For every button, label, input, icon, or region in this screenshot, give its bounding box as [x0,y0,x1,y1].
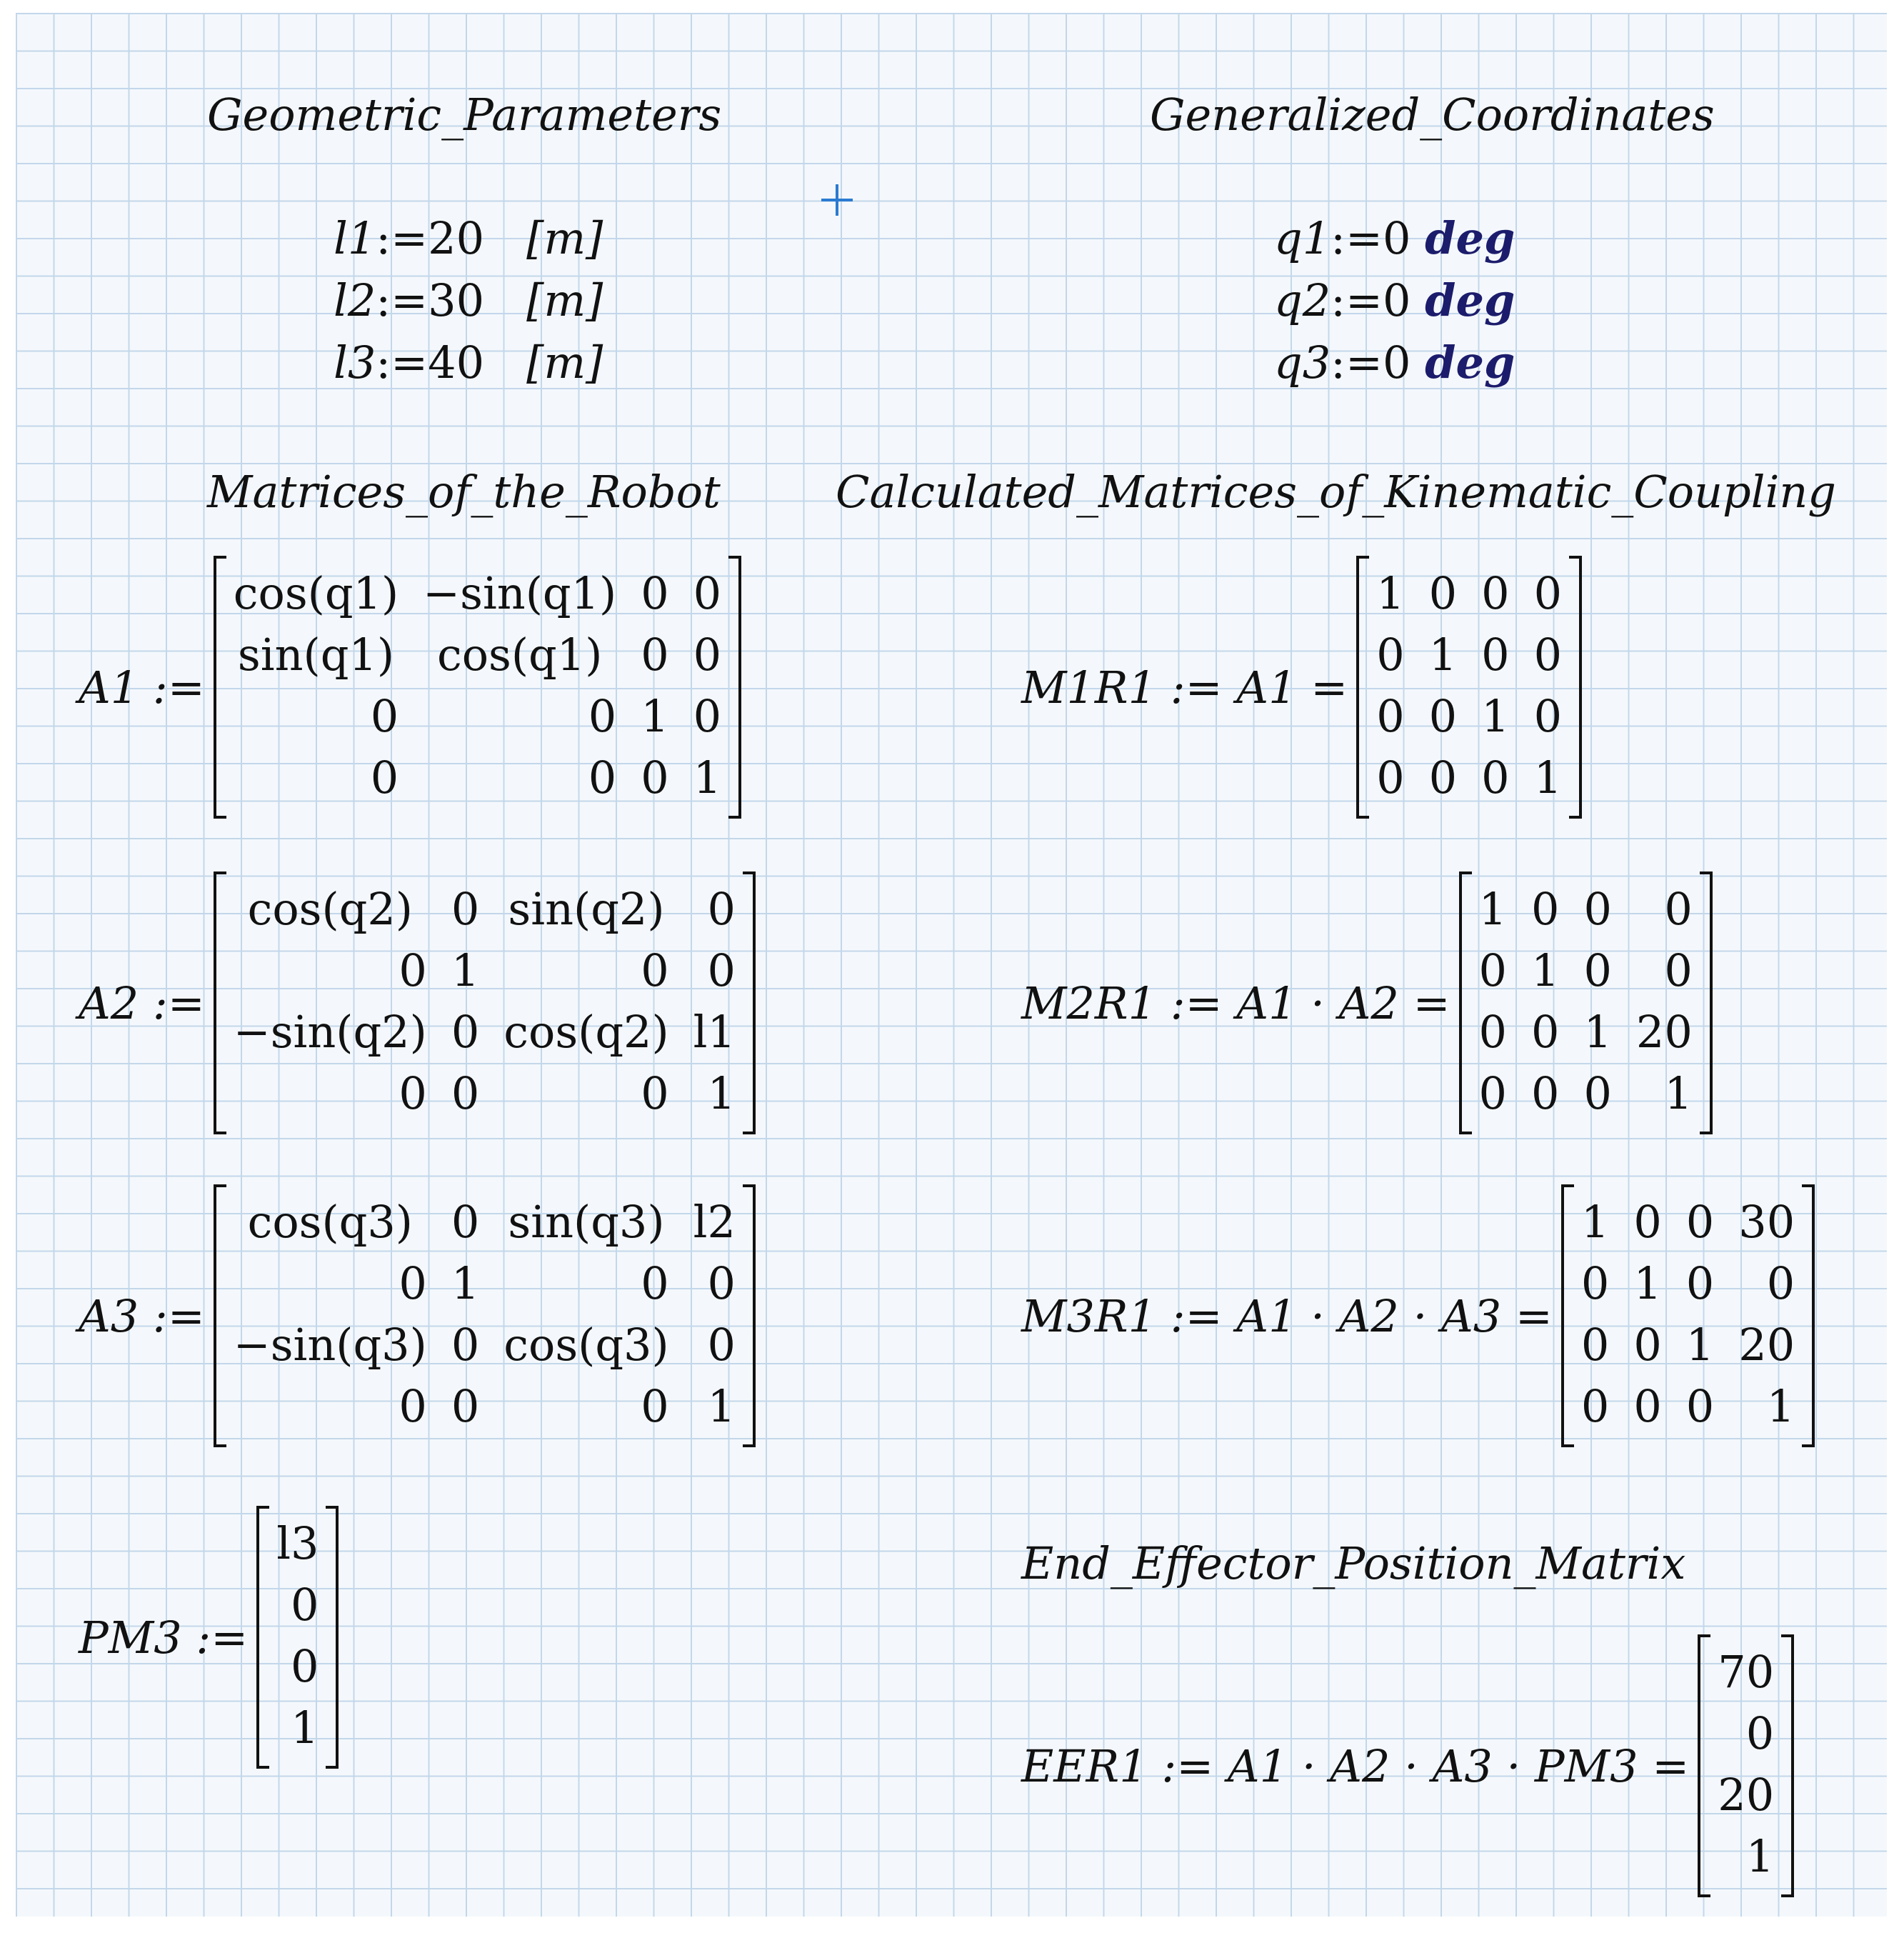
matrix-cell: 0 [1478,1006,1507,1058]
matrix-cell: 0 [291,1640,319,1692]
matrix-cell: 20 [1738,1319,1795,1371]
matrix-cell: 1 [1633,1257,1662,1309]
matrix-cell: 1 [1583,1006,1612,1058]
matrix-cell: 0 [451,1380,480,1432]
matrix-cell: 0 [1531,883,1560,935]
matrix-definition-a3[interactable] [79,1184,756,1447]
matrix-cell: 0 [1633,1196,1662,1248]
matrix-cell: 0 [1580,1319,1610,1371]
heading-calculated-matrices: Calculated_Matrices_of_Kinematic_Coupling [836,466,1836,518]
matrix-grid [214,871,756,1134]
matrix-cell: 0 [1428,690,1458,742]
matrix-cell: 0 [1583,883,1612,935]
matrix-cell: 0 [370,690,399,742]
matrix-cell: 0 [1478,1067,1507,1119]
matrix-cell: cos(q1) [233,567,399,619]
result-matrix-m1r1[interactable] [1021,556,1582,819]
matrix-cell: 0 [641,944,669,997]
heading-geometric-parameters: Geometric_Parameters [207,89,722,141]
matrix-cell: 0 [588,751,617,804]
matrix-cell: 0 [1633,1380,1662,1432]
matrix-cell: 0 [1531,1006,1560,1058]
matrix-cell: 0 [1481,629,1510,681]
matrix-cell: 1 [1376,567,1405,619]
matrix-cell: 0 [641,1067,669,1119]
matrix-cell: 0 [1664,883,1693,935]
matrix-cell: 0 [1685,1380,1715,1432]
matrix-cell: 0 [641,567,669,619]
matrix-cell: 0 [1533,567,1563,619]
equation-lhs: M2R1 := A1 · A2 = [1021,977,1450,1029]
matrix-cell: 0 [1685,1196,1715,1248]
matrix-definition-a1[interactable] [79,556,741,819]
matrix-cell: 1 [707,1067,736,1119]
matrix-cell: sin(q1) [237,629,395,681]
matrix-cell: 0 [451,1196,480,1248]
matrix-cell: 0 [1580,1380,1610,1432]
equation-lhs: EER1 := A1 · A2 · A3 · PM3 = [1021,1739,1690,1792]
crosshair-cursor-icon [821,184,853,216]
matrix-cell: 0 [641,1257,669,1309]
matrix-cell: 0 [693,629,722,681]
result-matrix-eer1[interactable] [1021,1634,1794,1897]
matrix-cell: 0 [451,883,480,935]
matrix-cell: 1 [291,1702,319,1754]
matrix-cell: 0 [1481,751,1510,804]
equation-lhs: A3 := [79,1289,205,1342]
matrix-cell: 0 [707,1319,736,1371]
equation-lhs: PM3 := [79,1611,249,1664]
matrix-definition-a2[interactable] [79,871,756,1134]
matrix-cell: 1 [451,944,480,997]
matrix-cell: 0 [1533,629,1563,681]
matrix-cell: 20 [1635,1006,1693,1058]
matrix-cell: 0 [1376,751,1405,804]
matrix-cell: −sin(q2) [233,1006,427,1058]
matrix-cell: 0 [707,944,736,997]
matrix-cell: −sin(q1) [423,567,617,619]
result-matrix-m3r1[interactable] [1021,1184,1815,1447]
matrix-grid [1356,556,1582,819]
matrix-cell: 0 [641,1380,669,1432]
matrix-cell: 0 [399,1380,427,1432]
matrix-cell: 0 [1583,944,1612,997]
matrix-cell: 0 [1428,751,1458,804]
matrix-cell: 1 [1533,751,1563,804]
matrix-cell: 1 [1664,1067,1693,1119]
result-matrix-m2r1[interactable] [1021,871,1713,1134]
matrix-cell: 0 [1664,944,1693,997]
matrix-cell: 0 [693,567,722,619]
matrix-cell: 1 [1766,1380,1795,1432]
matrix-cell: 0 [588,690,617,742]
matrix-cell: 0 [641,751,669,804]
worksheet[interactable] [16,13,1887,1917]
matrix-grid [214,556,741,819]
matrix-cell: 0 [641,629,669,681]
matrix-cell: 0 [693,690,722,742]
heading-generalized-coordinates: Generalized_Coordinates [1150,89,1715,141]
matrix-cell: 1 [1685,1319,1715,1371]
matrix-cell: 0 [1531,1067,1560,1119]
param-definition-l1[interactable]: l1:=20 [m] [334,212,603,264]
matrix-cell: 1 [451,1257,480,1309]
matrix-cell: cos(q1) [437,629,603,681]
matrix-grid [1561,1184,1815,1447]
matrix-cell: 1 [641,690,669,742]
matrix-cell: cos(q3) [503,1319,669,1371]
param-definition-l3[interactable]: l3:=40 [m] [334,336,603,389]
matrix-cell: l3 [276,1517,319,1569]
matrix-cell: 70 [1718,1646,1775,1698]
matrix-cell: cos(q3) [247,1196,413,1248]
matrix-cell: 0 [707,883,736,935]
matrix-cell: 0 [399,1067,427,1119]
matrix-cell: 0 [370,751,399,804]
matrix-cell: 0 [1428,567,1458,619]
heading-end-effector-position: End_Effector_Position_Matrix [1021,1537,1686,1589]
matrix-cell: 0 [291,1579,319,1631]
matrix-cell: 1 [1478,883,1507,935]
coord-definition-q2[interactable]: q2:=0 deg [1274,274,1515,326]
matrix-cell: 0 [1376,690,1405,742]
matrix-cell: sin(q3) [508,1196,665,1248]
matrix-cell: 0 [451,1319,480,1371]
matrix-cell: 0 [1745,1707,1775,1759]
matrix-cell: 0 [1478,944,1507,997]
equation-lhs: M1R1 := A1 = [1021,661,1348,714]
equation-lhs: A2 := [79,977,205,1029]
matrix-cell: l2 [693,1196,736,1248]
equation-lhs: A1 := [79,661,205,714]
matrix-cell: 0 [1766,1257,1795,1309]
param-definition-l2[interactable]: l2:=30 [m] [334,274,603,326]
matrix-cell: 0 [1685,1257,1715,1309]
matrix-cell: 1 [1745,1830,1775,1882]
matrix-cell: sin(q2) [508,883,665,935]
coord-definition-q3[interactable]: q3:=0 deg [1274,336,1515,389]
matrix-cell: 0 [399,1257,427,1309]
matrix-cell: 1 [693,751,722,804]
matrix-cell: 0 [1583,1067,1612,1119]
matrix-cell: 0 [707,1257,736,1309]
matrix-cell: 1 [1481,690,1510,742]
matrix-grid [214,1184,756,1447]
matrix-cell: 0 [1533,690,1563,742]
matrix-cell: 1 [1428,629,1458,681]
matrix-cell: 1 [707,1380,736,1432]
matrix-grid [256,1506,339,1769]
equation-lhs: M3R1 := A1 · A2 · A3 = [1021,1289,1553,1342]
matrix-cell: 0 [451,1006,480,1058]
matrix-cell: 0 [1376,629,1405,681]
matrix-cell: 0 [451,1067,480,1119]
heading-matrices-of-the-robot: Matrices_of_the_Robot [207,466,721,518]
matrix-cell: cos(q2) [247,883,413,935]
matrix-cell: 1 [1580,1196,1610,1248]
matrix-cell: 30 [1738,1196,1795,1248]
matrix-cell: 20 [1718,1769,1775,1821]
matrix-cell: 0 [1481,567,1510,619]
matrix-cell: 0 [1580,1257,1610,1309]
matrix-cell: −sin(q3) [233,1319,427,1371]
matrix-cell: cos(q2) [503,1006,669,1058]
matrix-cell: 0 [399,944,427,997]
matrix-grid [1459,871,1713,1134]
matrix-definition-pm3[interactable] [79,1506,339,1769]
matrix-cell: 0 [1633,1319,1662,1371]
coord-definition-q1[interactable]: q1:=0 deg [1274,212,1515,264]
matrix-cell: 1 [1531,944,1560,997]
matrix-grid [1698,1634,1794,1897]
matrix-cell: l1 [693,1006,736,1058]
